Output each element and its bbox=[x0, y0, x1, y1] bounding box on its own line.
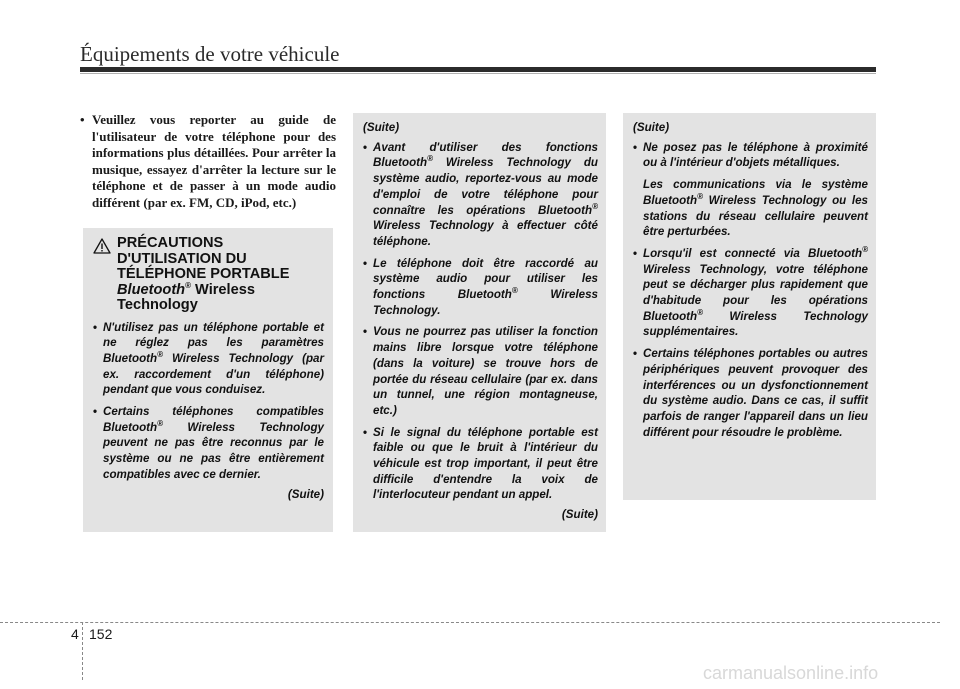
bullet: • bbox=[633, 347, 638, 361]
header-rule bbox=[80, 67, 876, 72]
title-bluetooth: Bluetooth bbox=[117, 281, 186, 298]
title-wireless: Wireless bbox=[191, 281, 255, 298]
list-item: • Avant d'utiliser des fonctions Bluetooth® Wireless Technology du système audio, reportez-vous au mode d'emploi de votre téléphone pour connaître les opérations Bluetooth® Wireless Technology à effectuer côté téléphone. bbox=[363, 140, 598, 248]
continued-label: (Suite) bbox=[561, 508, 598, 522]
precautions-title-line2: D'UTILISATION DU bbox=[117, 250, 247, 267]
bullet: • bbox=[633, 246, 638, 260]
bullet: • bbox=[363, 425, 368, 439]
continued-header: (Suite) bbox=[363, 121, 400, 134]
continued-header: (Suite) bbox=[633, 121, 670, 134]
bullet: • bbox=[363, 325, 368, 339]
list-item: • Lorsqu'il est connecté via Bluetooth® Wireless Technology, votre téléphone peut se décharger plus rapidement que d'habitude pour les opérations Bluetooth® Wireless Technology supplémentaires. bbox=[633, 245, 868, 339]
bullet: • bbox=[363, 140, 368, 154]
list-item: • N'utilisez pas un téléphone portable et ne réglez pas les paramètres Bluetooth® Wireless Technology (par ex. raccordement d'un téléphone) pendant que vous conduisez. bbox=[93, 320, 324, 397]
column3-list bbox=[633, 140, 868, 171]
column2-list bbox=[363, 140, 598, 503]
intro-paragraph bbox=[80, 112, 336, 212]
bullet: • bbox=[363, 256, 368, 270]
column3-list-continued bbox=[633, 246, 868, 440]
continued-box-3 bbox=[623, 113, 876, 500]
precautions-title bbox=[117, 236, 324, 314]
bullet: • bbox=[93, 320, 98, 334]
precautions-title-line1: PRÉCAUTIONS bbox=[117, 235, 224, 251]
list-item: • Le téléphone doit être raccordé au système audio pour utiliser les fonctions Bluetooth® Wireless Technology. bbox=[363, 256, 599, 317]
page-number: 152 bbox=[89, 626, 113, 642]
list-item: • Certains téléphones compatibles Bluetooth® Wireless Technology peuvent ne pas être reconnus par le système ou ne pas être entièrement compatibles avec ce dernier. bbox=[93, 405, 324, 481]
list-item: • Ne posez pas le téléphone à proximité ou à l'intérieur d'objets métalliques. bbox=[633, 140, 868, 170]
watermark: carmanualsonline.info bbox=[703, 663, 879, 683]
header-rule-light bbox=[80, 73, 876, 74]
list-item: • Si le signal du téléphone portable est faible ou que le bruit à l'intérieur du véhicule est trop important, il peut être difficile d'entendre la voix de l'interlocuteur pendant un appel. bbox=[363, 425, 598, 502]
continued-label: (Suite) bbox=[287, 487, 324, 501]
precautions-list bbox=[93, 320, 324, 483]
sub-paragraph: Les communications via le système Bluetooth® Wireless Technology ou les stations du réseau cellulaire peuvent être perturbées. bbox=[643, 178, 868, 239]
bullet: • bbox=[93, 405, 98, 419]
precautions-header bbox=[93, 236, 324, 314]
intro-bullet: • bbox=[80, 112, 85, 127]
continued-box-2 bbox=[353, 113, 606, 532]
precautions-title-line4 bbox=[117, 280, 324, 299]
bullet: • bbox=[633, 140, 638, 154]
title-reg-mark: ® bbox=[185, 280, 191, 290]
list-item: • Certains téléphones portables ou autres périphériques peuvent provoquer des interférences ou un dysfonctionnement du système audio. Dans ce cas, il suffit parfois de ranger l'appareil dans un lieu différent pour résoudre le problème. bbox=[633, 347, 868, 439]
footer-divider bbox=[0, 622, 940, 623]
chapter-number: 4 bbox=[71, 626, 79, 642]
precautions-box bbox=[83, 228, 333, 532]
intro-text: Veuillez vous reporter au guide de l'utilisateur de votre téléphone pour des informations plus détaillées. Pour arrêter la musique, essayez d'arrêter la lecture sur le téléphone et de passer à un mode audio différent (par ex. FM, CD, iPod, etc.) bbox=[92, 112, 336, 210]
list-item: • Vous ne pourrez pas utiliser la fonction mains libre lorsque votre téléphone (dans la voiture) se trouve hors de portée du réseau cellulaire (par ex. dans un tunnel, une région montagneuse, etc.) bbox=[363, 325, 598, 417]
precautions-title-line5: Technology bbox=[117, 297, 198, 313]
precautions-title-line3: TÉLÉPHONE PORTABLE bbox=[117, 266, 290, 282]
page-header-title: Équipements de votre véhicule bbox=[80, 42, 340, 66]
warning-triangle-icon bbox=[93, 238, 111, 254]
footer-vertical-divider bbox=[82, 622, 83, 680]
